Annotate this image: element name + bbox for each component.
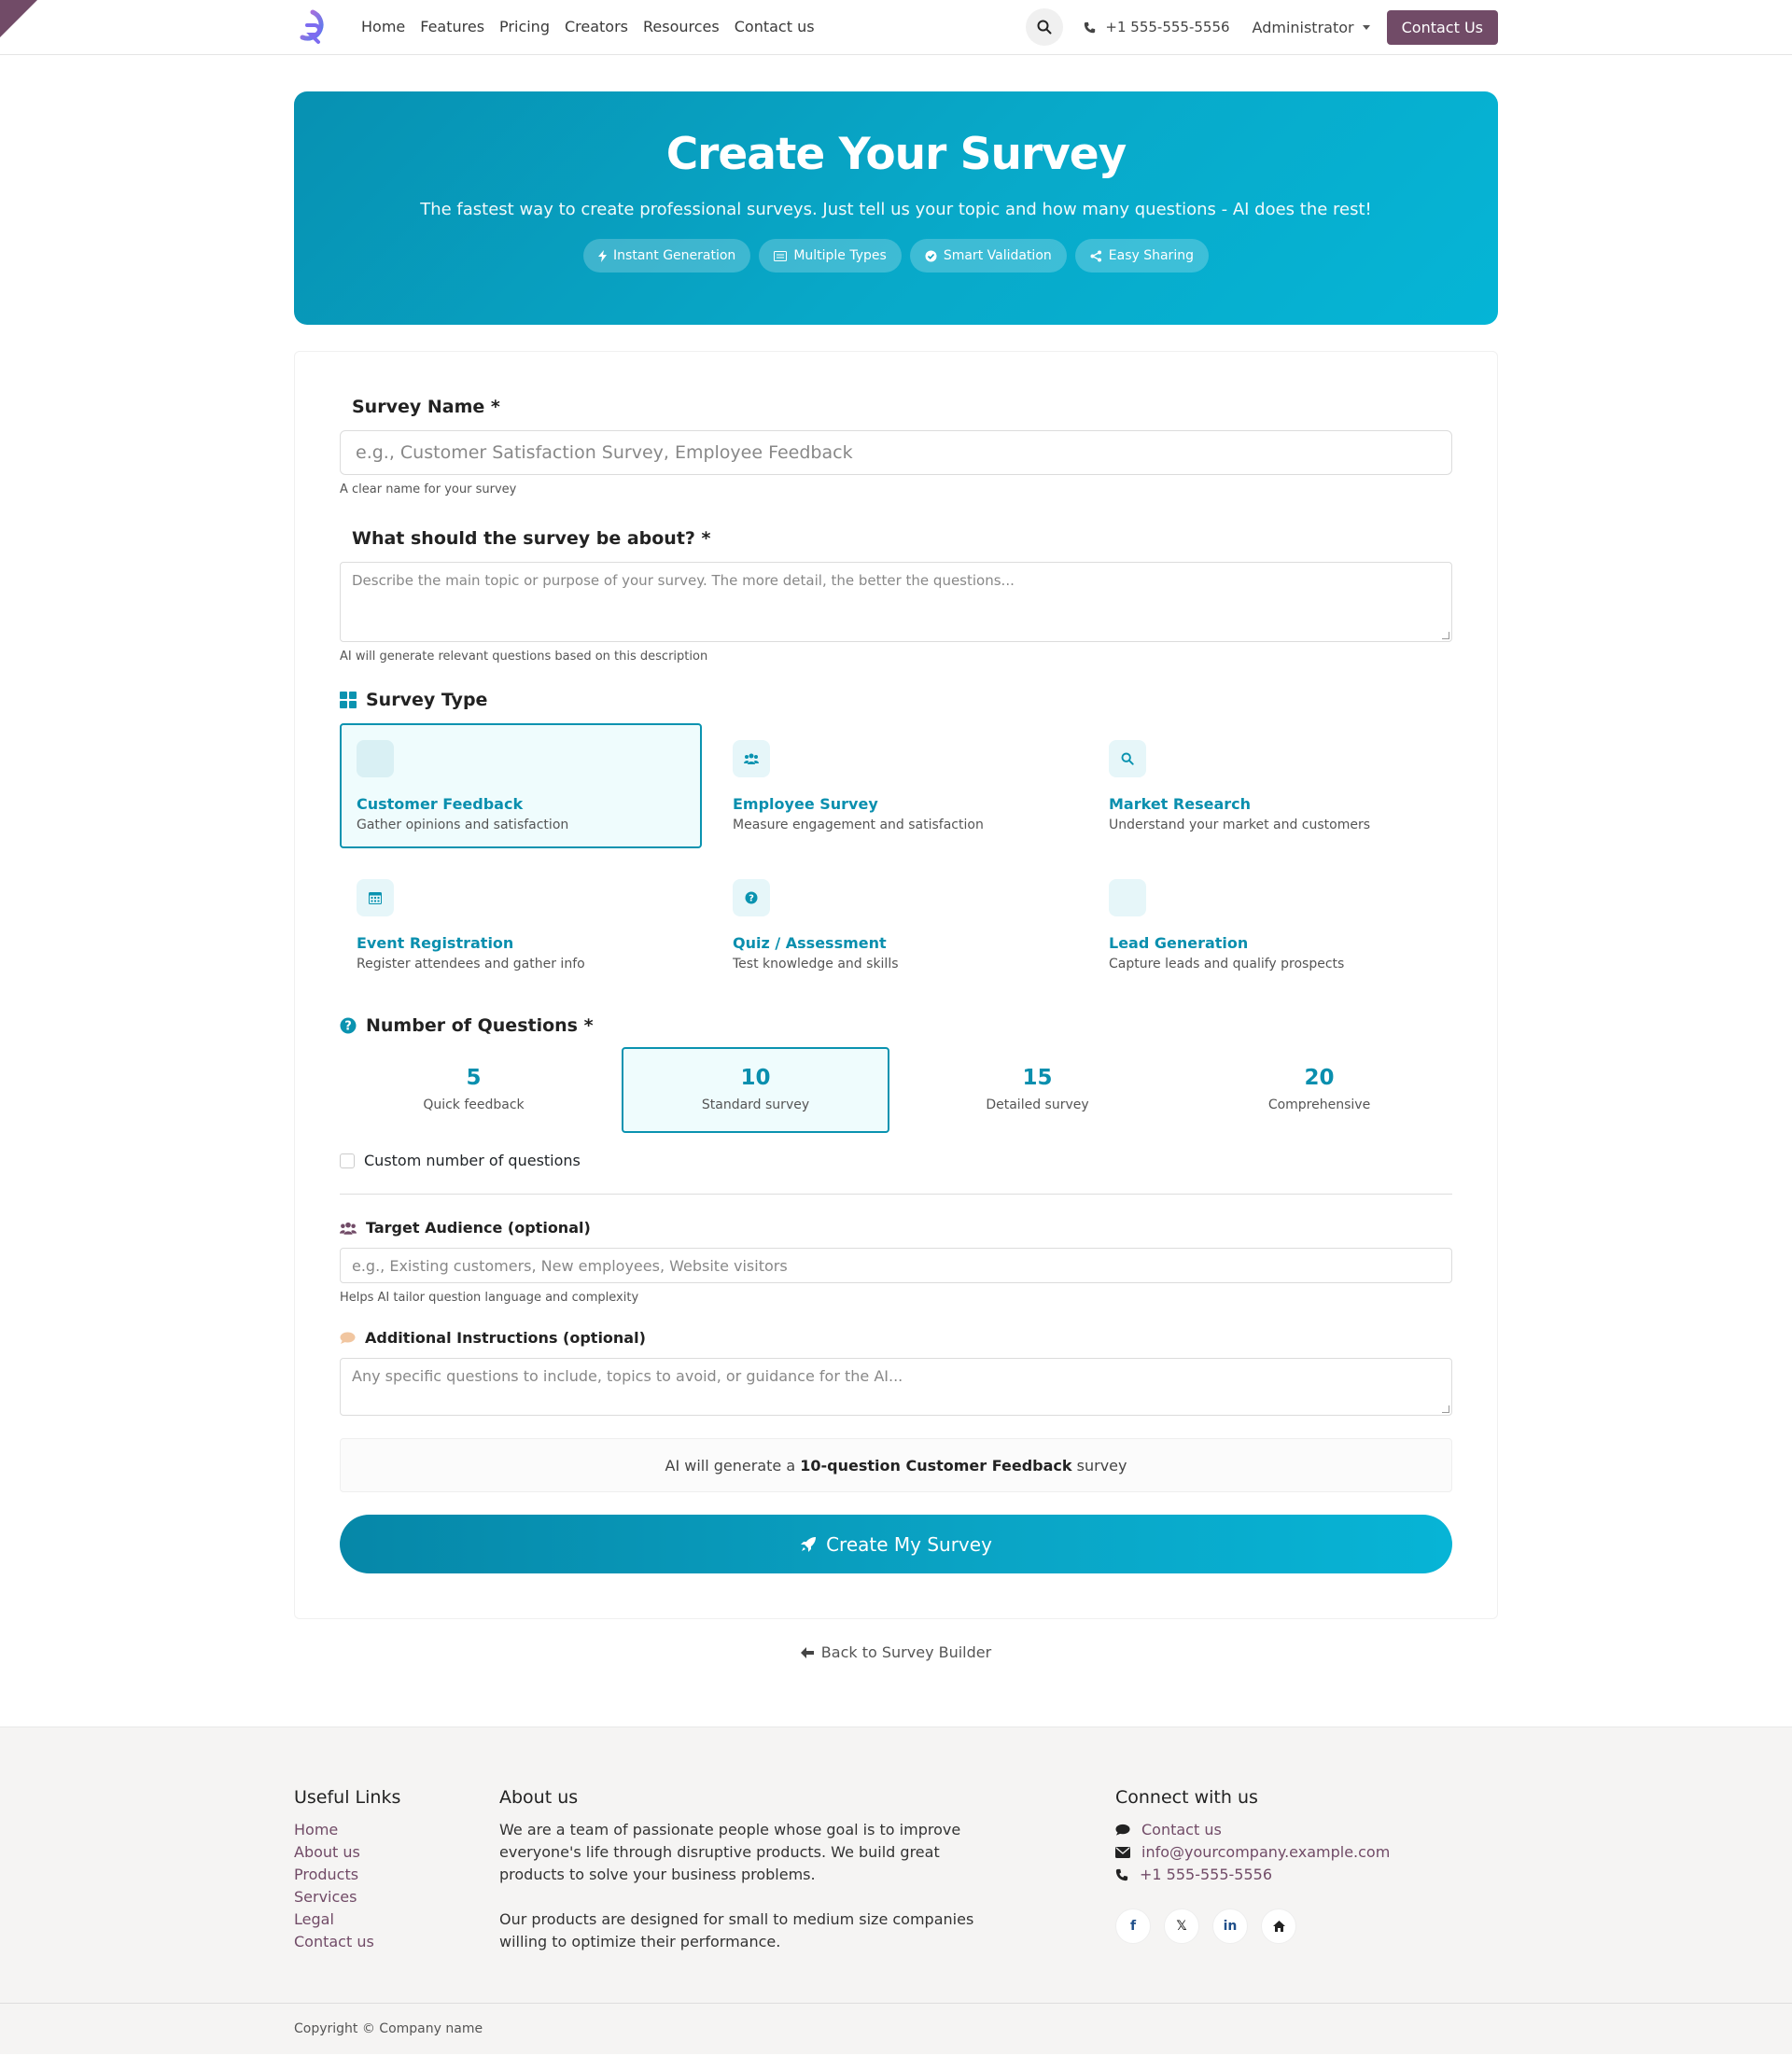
footer-link-contact[interactable]: Contact us <box>294 1933 374 1950</box>
footer-about <box>499 1787 985 2003</box>
main-content <box>294 91 1498 1661</box>
target-audience-input[interactable] <box>340 1248 1452 1283</box>
instructions-label: Additional Instructions (optional) <box>340 1329 1452 1347</box>
funnel-icon <box>1109 879 1146 916</box>
facebook-icon[interactable]: f <box>1115 1908 1151 1944</box>
summary-highlight: 10-question Customer Feedback <box>800 1456 1072 1475</box>
home-icon[interactable] <box>1261 1908 1296 1944</box>
footer-link-about[interactable]: About us <box>294 1843 360 1861</box>
summary-prefix: AI will generate a <box>665 1456 796 1475</box>
main-nav <box>359 0 822 54</box>
footer-link-home[interactable]: Home <box>294 1821 339 1838</box>
type-desc: Measure engagement and satisfaction <box>733 818 984 832</box>
footer-heading: Useful Links <box>294 1787 401 1808</box>
share-icon <box>1090 250 1102 262</box>
footer-heading: About us <box>499 1787 579 1808</box>
comment-icon <box>340 1332 356 1345</box>
create-survey-button[interactable]: Create My Survey <box>340 1515 1452 1573</box>
type-name: Customer Feedback <box>357 795 524 813</box>
grid-icon <box>340 692 357 708</box>
pill-smart-validation: Smart Validation <box>910 239 1067 273</box>
user-menu[interactable] <box>1253 19 1370 36</box>
list-icon <box>774 251 787 261</box>
question-option-15[interactable] <box>903 1047 1171 1133</box>
type-card-quiz-assessment[interactable] <box>716 862 1078 987</box>
bolt-icon <box>598 250 607 262</box>
phone-icon <box>1115 1868 1128 1881</box>
question-icon <box>733 879 770 916</box>
survey-name-label: Survey Name * <box>352 397 500 417</box>
question-option-20[interactable] <box>1185 1047 1453 1133</box>
about-paragraph: We are a team of passionate people whose goal is to improve everyone's life through disruptive products. We build great products to solve your business problems. <box>499 1821 961 1883</box>
type-card-customer-feedback[interactable] <box>340 723 702 848</box>
type-desc: Understand your market and customers <box>1109 818 1371 832</box>
type-card-event-registration[interactable] <box>340 862 702 987</box>
users-icon <box>340 1222 357 1235</box>
survey-about-placeholder: Describe the main topic or purpose of your survey. The more detail, the better the questions... <box>352 572 1015 589</box>
resize-grip-icon[interactable] <box>1442 632 1449 639</box>
footer-link-products[interactable]: Products <box>294 1866 359 1883</box>
svg-text:?: ? <box>749 893 754 904</box>
target-audience-hint: Helps AI tailor question language and complexity <box>340 1291 639 1305</box>
nav-home[interactable]: Home <box>361 18 406 35</box>
nav-pricing[interactable]: Pricing <box>499 18 550 35</box>
footer-link-legal[interactable]: Legal <box>294 1910 334 1928</box>
footer-heading: Connect with us <box>1115 1787 1258 1808</box>
arrow-left-icon <box>801 1647 814 1658</box>
generation-summary <box>340 1438 1452 1492</box>
comment-icon <box>357 740 394 777</box>
instructions-textarea[interactable] <box>340 1358 1452 1416</box>
check-circle-icon <box>925 250 937 262</box>
survey-type-grid <box>340 723 1452 987</box>
logo[interactable] <box>294 8 331 46</box>
svg-text:?: ? <box>344 1019 352 1034</box>
corner-ribbon <box>0 0 37 37</box>
survey-about-textarea[interactable] <box>340 562 1452 642</box>
phone-icon <box>1084 21 1096 34</box>
type-desc: Capture leads and qualify prospects <box>1109 957 1345 972</box>
question-desc: Standard survey <box>701 1097 810 1112</box>
question-count: 5 <box>466 1066 482 1090</box>
users-icon <box>733 740 770 777</box>
custom-count-checkbox[interactable] <box>340 1153 355 1168</box>
about-paragraph: Our products are designed for small to medium size companies willing to optimize their performance. <box>499 1910 974 1950</box>
nav-creators[interactable]: Creators <box>564 18 629 35</box>
target-audience-label: Target Audience (optional) <box>340 1219 1452 1237</box>
header-phone[interactable] <box>1084 19 1229 35</box>
question-desc: Comprehensive <box>1267 1097 1371 1112</box>
pill-instant-generation: Instant Generation <box>583 239 750 273</box>
question-option-5[interactable] <box>340 1047 608 1133</box>
type-name: Quiz / Assessment <box>733 934 887 952</box>
pill-multiple-types: Multiple Types <box>759 239 902 273</box>
hero-banner <box>294 91 1498 325</box>
type-desc: Gather opinions and satisfaction <box>357 818 569 832</box>
question-count-grid <box>340 1047 1452 1133</box>
search-icon <box>1037 20 1052 35</box>
social-links <box>1115 1908 1390 1944</box>
divider <box>340 1194 1452 1195</box>
type-name: Market Research <box>1109 795 1251 813</box>
footer-email-link[interactable]: info@yourcompany.example.com <box>1115 1841 1390 1864</box>
type-name: Event Registration <box>357 934 514 952</box>
chevron-down-icon <box>1363 25 1370 30</box>
site-header <box>0 0 1792 55</box>
nav-resources[interactable]: Resources <box>643 18 720 35</box>
type-name: Lead Generation <box>1109 934 1249 952</box>
envelope-icon <box>1115 1847 1130 1858</box>
x-twitter-icon[interactable]: 𝕏 <box>1164 1908 1199 1944</box>
instructions-placeholder: Any specific questions to include, topics to avoid, or guidance for the AI... <box>352 1367 903 1385</box>
question-count: 15 <box>1022 1066 1053 1090</box>
survey-type-heading: Survey Type <box>340 690 1452 710</box>
contact-us-button[interactable]: Contact Us <box>1387 10 1498 45</box>
question-option-10[interactable] <box>622 1047 889 1133</box>
survey-form <box>294 351 1498 1619</box>
type-card-employee-survey[interactable] <box>716 723 1078 848</box>
survey-about-label: What should the survey be about? * <box>352 528 711 549</box>
target-audience-placeholder: e.g., Existing customers, New employees, Website visitors <box>352 1256 788 1275</box>
custom-count-row <box>340 1152 1452 1169</box>
nav-contact[interactable]: Contact us <box>734 18 815 35</box>
survey-name-hint: A clear name for your survey <box>340 482 517 496</box>
custom-count-label[interactable]: Custom number of questions <box>364 1152 581 1169</box>
phone-number: +1 555-555-5556 <box>1105 19 1230 35</box>
survey-about-hint: AI will generate relevant questions based on this description <box>340 650 708 664</box>
survey-name-placeholder: e.g., Customer Satisfaction Survey, Employee Feedback <box>356 442 853 463</box>
type-card-lead-generation[interactable] <box>1092 862 1454 987</box>
footer-contact-link[interactable]: Contact us <box>1115 1819 1390 1841</box>
type-name: Employee Survey <box>733 795 878 813</box>
calendar-icon <box>357 879 394 916</box>
type-card-market-research[interactable] <box>1092 723 1454 848</box>
summary-suffix: survey <box>1076 1456 1127 1475</box>
type-desc: Register attendees and gather info <box>357 957 585 972</box>
rocket-icon <box>800 1536 817 1553</box>
question-count: 10 <box>740 1066 771 1090</box>
user-name: Administrator <box>1252 18 1354 36</box>
question-desc: Detailed survey <box>986 1097 1089 1112</box>
footer-link-services[interactable]: Services <box>294 1888 357 1906</box>
hero-subtitle: The fastest way to create professional surveys. Just tell us your topic and how many questions - AI does the rest! <box>420 200 1372 220</box>
footer-phone-link[interactable]: +1 555-555-5556 <box>1115 1864 1390 1886</box>
pill-easy-sharing: Easy Sharing <box>1075 239 1209 273</box>
question-circle-icon <box>340 1017 357 1034</box>
copyright-text: Copyright © Company name <box>294 2021 483 2036</box>
back-to-builder-link[interactable]: Back to Survey Builder <box>294 1643 1498 1661</box>
page-title: Create Your Survey <box>665 129 1127 180</box>
question-count: 20 <box>1304 1066 1335 1090</box>
footer-useful-links <box>294 1787 499 2003</box>
comment-icon <box>1115 1824 1130 1837</box>
resize-grip-icon[interactable] <box>1442 1405 1449 1413</box>
survey-name-input[interactable] <box>340 430 1452 475</box>
footer-connect <box>1115 1787 1390 2003</box>
feature-pills <box>294 239 1498 273</box>
question-desc: Quick feedback <box>423 1097 525 1112</box>
type-desc: Test knowledge and skills <box>733 957 899 972</box>
site-footer <box>0 1726 1792 2054</box>
linkedin-icon[interactable]: in <box>1212 1908 1248 1944</box>
search-button[interactable] <box>1026 8 1063 46</box>
question-count-heading: ? Number of Questions * <box>340 1015 1452 1036</box>
nav-features[interactable]: Features <box>420 18 485 35</box>
search-icon <box>1109 740 1146 777</box>
